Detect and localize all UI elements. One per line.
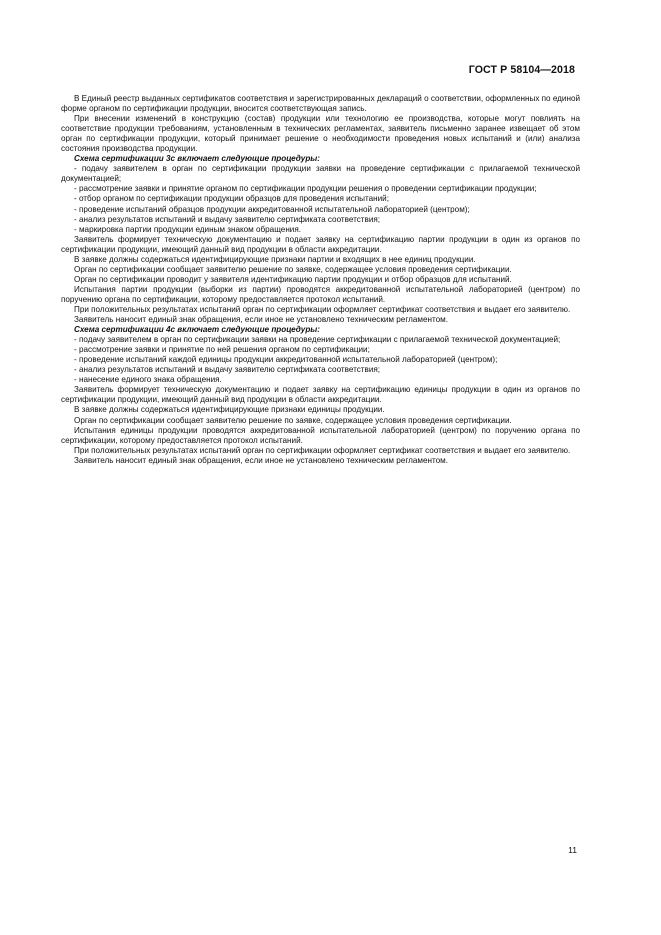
paragraph: При положительных результатах испытаний орган по сертификации оформляет сертификат соответствия и выдает его заявителю.: [74, 445, 571, 455]
list-item: - проведение испытаний образцов продукции аккредитованной испытательной лабораторией (центром);: [74, 204, 470, 214]
list-item: - проведение испытаний каждой единицы продукции аккредитованной испытательной лабораторией (центром);: [74, 355, 498, 365]
paragraph: В Единый реестр выданных сертификатов соответствия и зарегистрированных деклараций о соответствии, оформленных по единой форме органом по сертификации продукции, вносится соответствующая запись.: [61, 94, 580, 114]
list-item: - анализ результатов испытаний и выдачу заявителю сертификата соответствия;: [74, 365, 381, 375]
list-item: - анализ результатов испытаний и выдачу заявителю сертификата соответствия;: [74, 214, 381, 224]
paragraph: При положительных результатах испытаний орган по сертификации оформляет сертификат соответствия и выдает его заявителю.: [74, 304, 571, 314]
paragraph: Испытания единицы продукции проводятся аккредитованной испытательной лабораторией (центром) по поручению органа по сертификации, которому предоставляется протокол испытаний.: [61, 425, 580, 445]
paragraph: Заявитель формирует техническую документацию и подает заявку на сертификацию единицы продукции в один из органов по сертификации продукции, имеющий данный вид продукции в области аккредитации.: [61, 385, 580, 405]
scheme-4c-heading: Схема сертификации 4с включает следующие процедуры:: [74, 325, 320, 335]
list-item: - подачу заявителем в орган по сертификации продукции заявки на проведение сертификации с прилагаемой технической документацией;: [61, 164, 580, 184]
paragraph: Заявитель формирует техническую документацию и подает заявку на сертификацию партии продукции в один из органов по сертификации продукции, имеющий данный вид продукции в области аккредитации.: [61, 234, 580, 254]
paragraph: При внесении изменений в конструкцию (состав) продукции или технологию ее производства, которые могут повлиять на соответствие продукции требованиям, установленным в технических регламентах, заявитель письменно заранее извещает об этом орган по сертификации продукции, который принимает решение о необходимости проведения новых испытаний и (или) анализа состояния производства продукции.: [61, 114, 580, 154]
page-number: 11: [568, 845, 577, 855]
list-item: - маркировка партии продукции единым знаком обращения.: [74, 224, 301, 234]
document-id-header: ГОСТ Р 58104—2018: [468, 64, 575, 76]
list-item: - рассмотрение заявки и принятие органом по сертификации продукции решения о проведении сертификации продукции;: [74, 184, 537, 194]
list-item: - рассмотрение заявки и принятие по ней решения органом по сертификации;: [74, 345, 370, 355]
paragraph: Орган по сертификации сообщает заявителю решение по заявке, содержащее условия проведения сертификации.: [74, 415, 512, 425]
document-body: [61, 94, 580, 466]
paragraph: Заявитель наносит единый знак обращения, если иное не установлено техническим регламентом.: [74, 455, 448, 465]
list-item: - нанесение единого знака обращения.: [74, 375, 222, 385]
paragraph: Заявитель наносит единый знак обращения, если иное не установлено техническим регламентом.: [74, 315, 448, 325]
paragraph: Орган по сертификации сообщает заявителю решение по заявке, содержащее условия проведения сертификации.: [74, 264, 512, 274]
list-item: - подачу заявителем в орган по сертификации заявки на проведение сертификации с прилагаемой технической документацией;: [74, 335, 561, 345]
paragraph: В заявке должны содержаться идентифицирующие признаки партии и входящих в нее единиц продукции.: [74, 254, 476, 264]
list-item: - отбор органом по сертификации продукции образцов для проведения испытаний;: [74, 194, 389, 204]
paragraph: Испытания партии продукции (выборки из партии) проводятся аккредитованной испытательной лабораторией (центром) по поручению органа по сертификации, которому предоставляется протокол испытаний.: [61, 284, 580, 304]
scheme-3c-heading: Схема сертификации 3с включает следующие процедуры:: [74, 154, 320, 164]
paragraph: В заявке должны содержаться идентифицирующие признаки единицы продукции.: [74, 405, 385, 415]
paragraph: Орган по сертификации проводит у заявителя идентификацию партии продукции и отбор образцов для испытаний.: [74, 274, 512, 284]
